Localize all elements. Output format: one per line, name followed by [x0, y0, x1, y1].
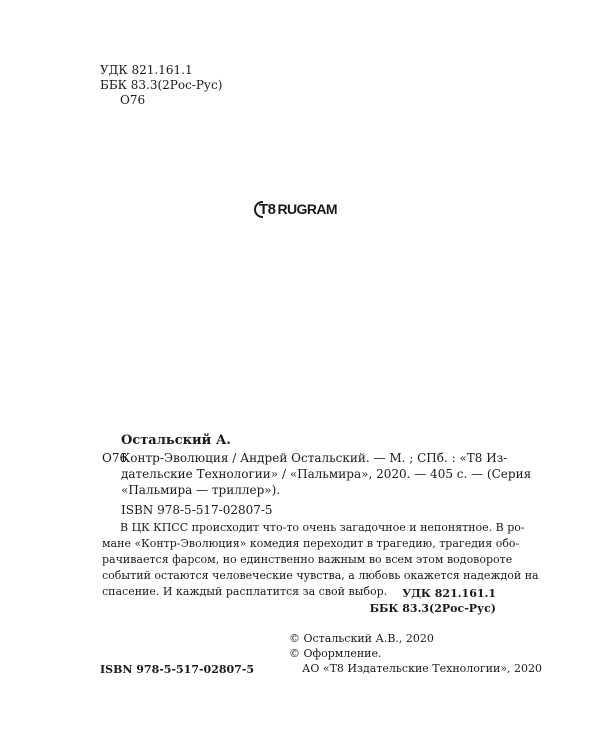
- entry-description-line: дательские Технологии» / «Пальмира», 2020. — 405 с. — (Серия: [121, 467, 532, 481]
- udk-code-bottom: УДК 821.161.1: [402, 587, 496, 600]
- annotation-line: спасение. И каждый расплатится за свой выбор.: [102, 585, 388, 598]
- entry-author: Остальский А.: [121, 433, 231, 448]
- publisher-logo: [255, 201, 337, 218]
- copyright-publisher: АО «Т8 Издательские Технологии», 2020: [302, 662, 543, 675]
- entry-author-code: О76: [102, 451, 128, 465]
- bbk-code-bottom: ББК 83.3(2Рос-Рус): [369, 602, 496, 615]
- isbn-bottom: ISBN 978-5-517-02807-5: [100, 663, 255, 676]
- copyright-design-label: © Оформление.: [289, 647, 382, 660]
- logo-mark: T8: [255, 201, 278, 218]
- annotation-line: мане «Контр-Эволюция» комедия переходит в трагедию, трагедия обо-: [102, 537, 520, 550]
- udk-code-top: УДК 821.161.1: [100, 63, 193, 77]
- annotation-line: событий остаются человеческие чувства, а любовь окажется надеждой на: [102, 569, 539, 582]
- entry-description-line: «Пальмира — триллер»).: [121, 483, 281, 497]
- entry-description-line: Контр-Эволюция / Андрей Остальский. — М. ; СПб. : «Т8 Из-: [121, 451, 508, 465]
- author-code-top: О76: [120, 93, 146, 107]
- annotation-line: рачивается фарсом, но единственно важным во всем этом водовороте: [102, 553, 513, 566]
- bbk-code-top: ББК 83.3(2Рос-Рус): [100, 78, 223, 92]
- logo-wordmark: RUGRAM: [277, 201, 337, 217]
- copyright-author: © Остальский А.В., 2020: [289, 632, 434, 645]
- entry-isbn: ISBN 978-5-517-02807-5: [121, 503, 273, 517]
- annotation-line: В ЦК КПСС происходит что-то очень загадочное и непонятное. В ро-: [120, 521, 525, 534]
